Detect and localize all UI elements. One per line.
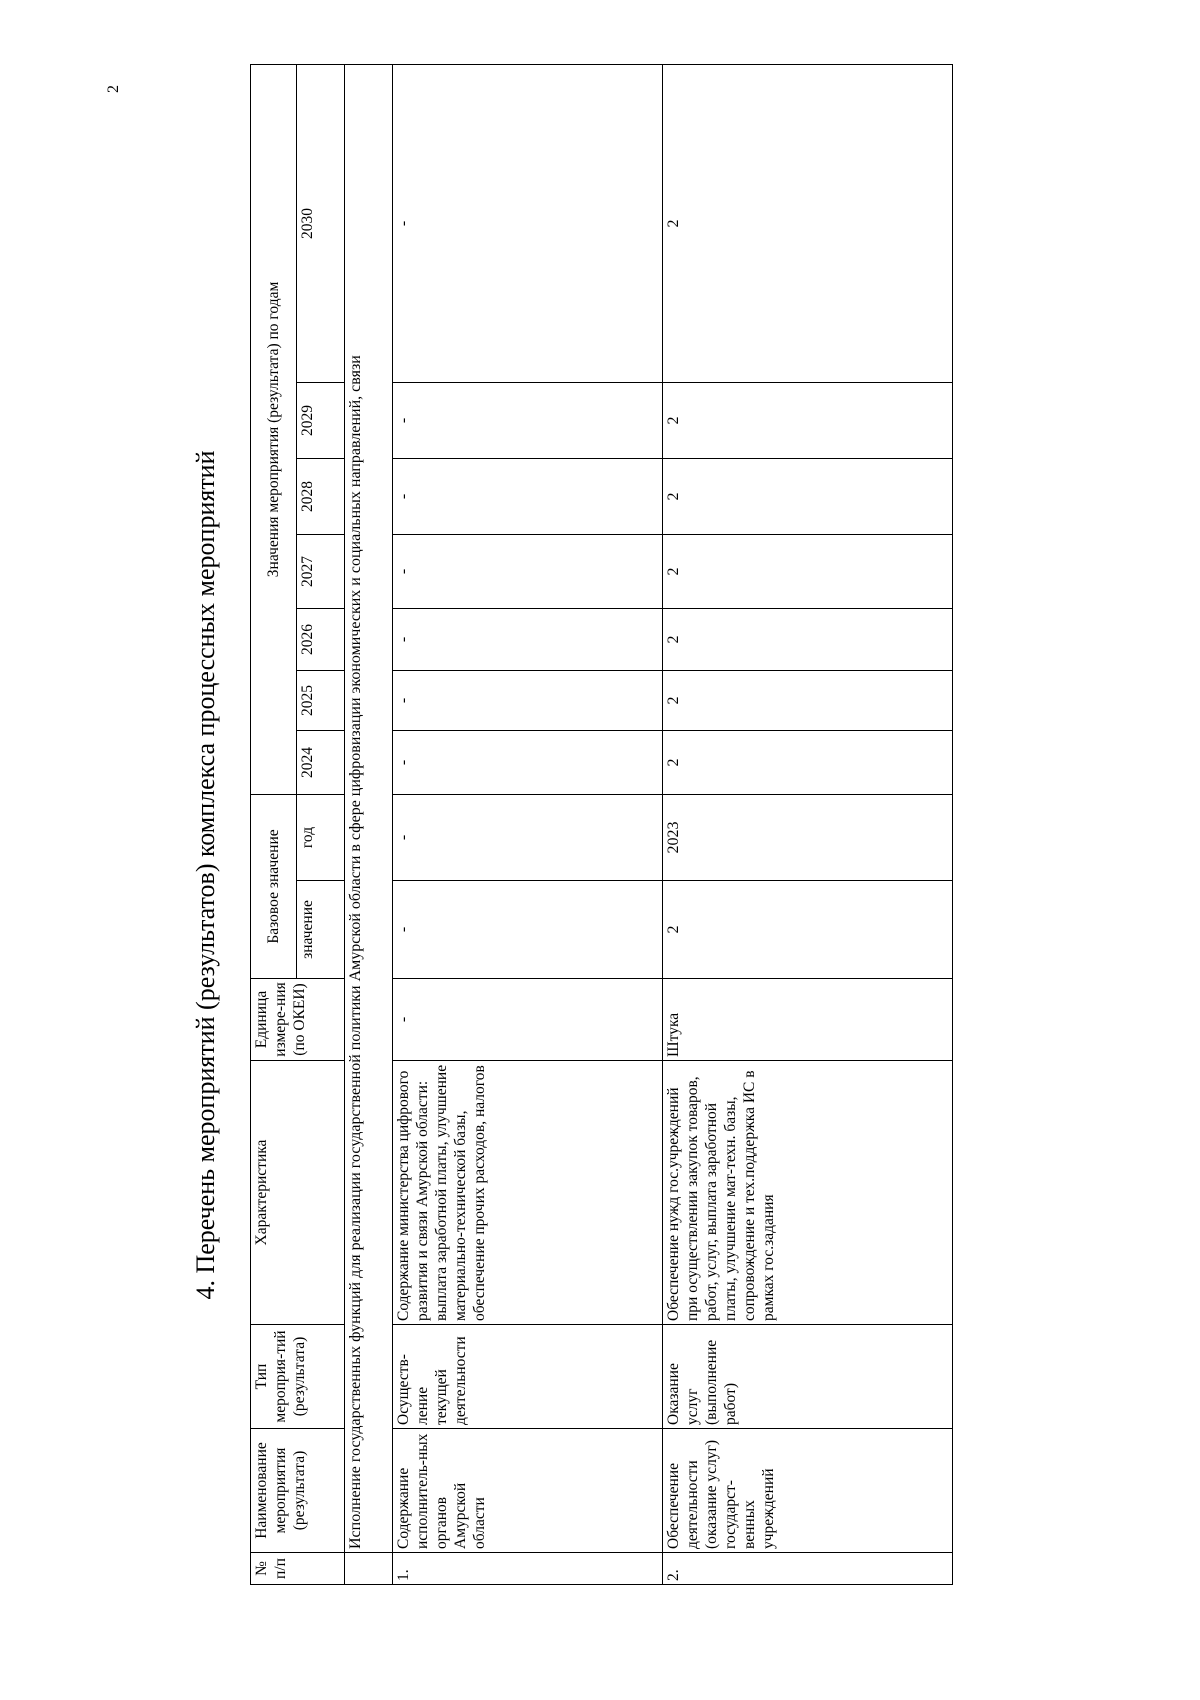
row-value-2029: - xyxy=(393,382,663,458)
row-characteristic: Содержание министерства цифрового развития и связи Амурской области: выплата заработной платы, улучшение материально-технической базы, обеспечение прочих расходов, налогов xyxy=(393,1061,663,1325)
row-num: 1. xyxy=(393,1553,663,1585)
section-title: Исполнение государственных функций для реализации государственной политики Амурской области в сфере цифровизации экономических и социальных направлений, связи xyxy=(345,64,393,1552)
row-value-2025: - xyxy=(393,670,663,730)
header-name: Наименование мероприятия (результата) xyxy=(251,1429,345,1553)
row-value-2030: - xyxy=(393,64,663,382)
row-base-value: - xyxy=(393,881,663,979)
section-spacer xyxy=(345,1553,393,1585)
row-characteristic: Обеспечение нужд гос.учреждений при осуществлении закупок товаров, работ, услуг, выплата заработной платы, улучшение мат-техн. базы, сопровождение и тех.поддержка ИС в рамках гос.задания xyxy=(663,1061,953,1325)
row-value-2028: - xyxy=(393,458,663,534)
row-value-2029: 2 xyxy=(663,382,953,458)
row-value-2026: 2 xyxy=(663,608,953,670)
row-base-value: 2 xyxy=(663,881,953,979)
header-base-year: год xyxy=(297,794,345,880)
header-year-2024: 2024 xyxy=(297,730,345,794)
header-row-1 xyxy=(251,64,297,1584)
row-value-2024: 2 xyxy=(663,730,953,794)
document-title: 4. Перечень мероприятий (результатов) комплекса процессных мероприятий xyxy=(191,450,220,1300)
row-name: Обеспечение деятельности (оказание услуг) государст-венных учреждений xyxy=(663,1429,953,1553)
header-year-2025: 2025 xyxy=(297,670,345,730)
row-value-2025: 2 xyxy=(663,670,953,730)
header-unit: Единица измере-ния (по ОКЕИ) xyxy=(251,979,345,1061)
header-base: Базовое значение xyxy=(251,794,297,978)
section-row xyxy=(345,64,393,1584)
header-year-2030: 2030 xyxy=(297,64,345,382)
rotated-page-content xyxy=(180,165,1080,1585)
row-name: Содержание исполнитель-ных органов Амурской области xyxy=(393,1429,663,1553)
header-year-2026: 2026 xyxy=(297,608,345,670)
header-characteristic: Характеристика xyxy=(251,1061,345,1325)
header-type: Тип мероприя-тий (результата) xyxy=(251,1325,345,1429)
row-type: Оказание услуг (выполнение работ) xyxy=(663,1325,953,1429)
row-base-year: - xyxy=(393,794,663,880)
header-num: № п/п xyxy=(251,1553,345,1585)
row-value-2030: 2 xyxy=(663,64,953,382)
row-value-2027: 2 xyxy=(663,534,953,608)
row-value-2024: - xyxy=(393,730,663,794)
row-unit: - xyxy=(393,979,663,1061)
header-values-by-year: Значения мероприятия (результата) по годам xyxy=(251,64,297,794)
header-year-2028: 2028 xyxy=(297,458,345,534)
row-num: 2. xyxy=(663,1553,953,1585)
row-type: Осуществ-ление текущей деятельности xyxy=(393,1325,663,1429)
header-year-2027: 2027 xyxy=(297,534,345,608)
header-year-2029: 2029 xyxy=(297,382,345,458)
measures-table xyxy=(250,64,953,1585)
row-unit: Штука xyxy=(663,979,953,1061)
header-base-value: значение xyxy=(297,881,345,979)
page-number: 2 xyxy=(105,85,122,93)
row-value-2028: 2 xyxy=(663,458,953,534)
row-base-year: 2023 xyxy=(663,794,953,880)
table-row xyxy=(393,64,663,1584)
row-value-2027: - xyxy=(393,534,663,608)
row-value-2026: - xyxy=(393,608,663,670)
table-row xyxy=(663,64,953,1584)
